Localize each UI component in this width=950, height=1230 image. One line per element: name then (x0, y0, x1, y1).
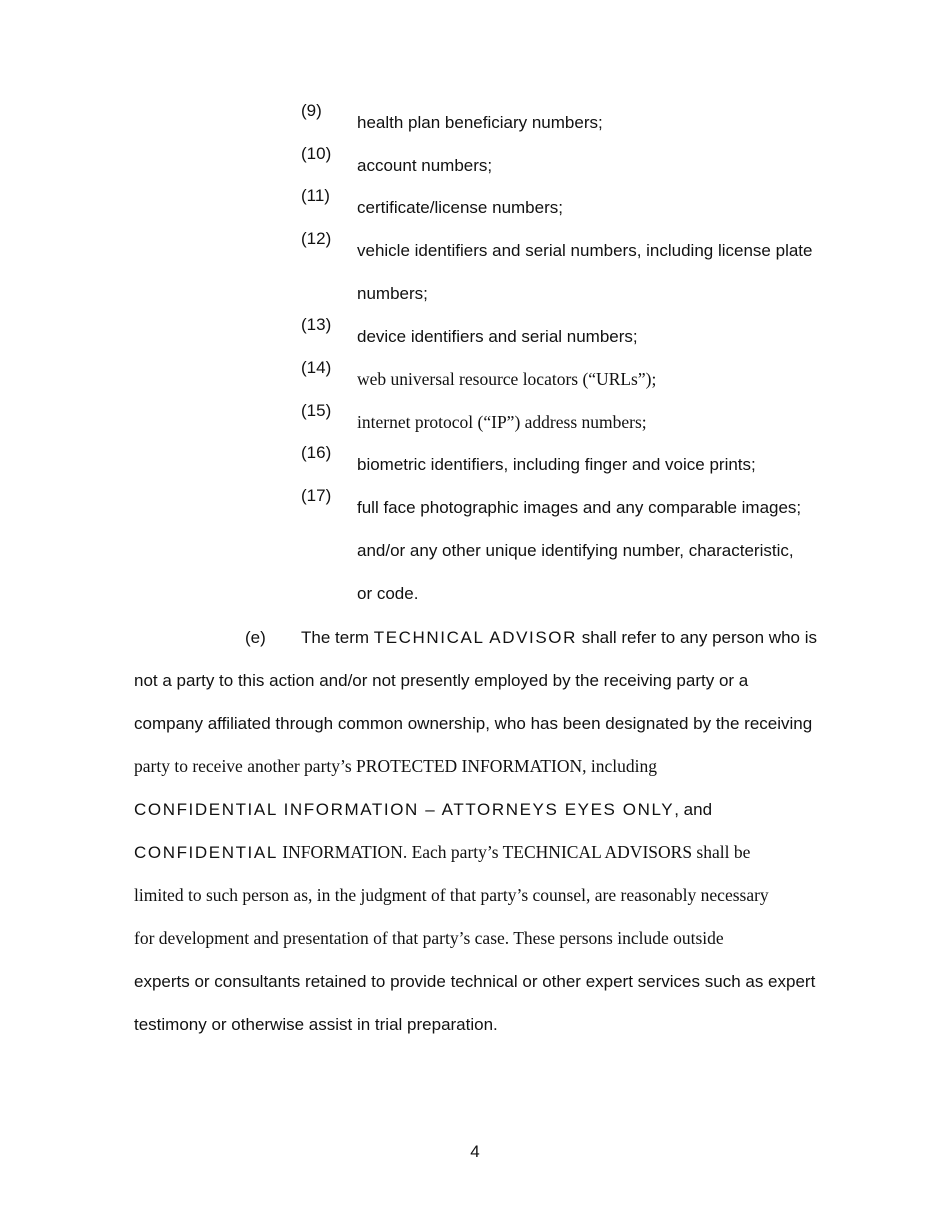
paragraph-line (134, 831, 824, 874)
defined-term: CONFIDENTIAL (134, 843, 278, 862)
paragraph-line: testimony or otherwise assist in trial preparation. (134, 1015, 498, 1034)
text-run: , and (674, 800, 713, 819)
paragraph-label: (e) (245, 628, 266, 647)
paragraph-line: party to receive another party’s PROTECTED INFORMATION, including (134, 756, 657, 776)
item-text: internet protocol (“IP”) address numbers; (357, 412, 647, 432)
item-text-continued: and/or any other unique identifying number, characteristic, (357, 541, 794, 560)
item-text: biometric identifiers, including finger and voice prints; (357, 455, 756, 474)
item-number: (13) (301, 315, 332, 334)
text-run: INFORMATION. Each party’s TECHNICAL ADVISORS shall be (277, 842, 751, 862)
text-run: shall refer to any person who is (576, 628, 817, 647)
item-text: device identifiers and serial numbers; (357, 327, 638, 346)
item-number: (12) (301, 229, 332, 248)
item-number: (17) (301, 486, 332, 505)
paragraph-line: experts or consultants retained to provide technical or other expert services such as expert (134, 972, 816, 991)
item-number: (15) (301, 401, 332, 420)
item-text: certificate/license numbers; (357, 198, 563, 217)
paragraph-line: for development and presentation of that party’s case. These persons include outside (134, 928, 724, 948)
item-text: health plan beneficiary numbers; (357, 113, 603, 132)
item-text: web universal resource locators (“URLs”); (357, 369, 657, 389)
item-text: full face photographic images and any comparable images; (357, 498, 802, 517)
page-number: 4 (470, 1142, 480, 1161)
paragraph-line (134, 788, 824, 831)
item-text: account numbers; (357, 156, 493, 175)
paragraph-line: company affiliated through common ownership, who has been designated by the receiving (134, 714, 813, 733)
item-number: (14) (301, 358, 332, 377)
item-text-continued: numbers; (357, 284, 428, 303)
defined-term: TECHNICAL ADVISOR (373, 628, 577, 647)
text-run: The term (301, 628, 374, 647)
item-number: (9) (301, 101, 322, 120)
paragraph-e (134, 616, 824, 1046)
paragraph-line (134, 616, 824, 659)
paragraph-line: limited to such person as, in the judgment of that party’s counsel, are reasonably necessary (134, 885, 769, 905)
item-text-continued: or code. (357, 584, 419, 603)
item-number: (11) (301, 186, 330, 205)
defined-term: CONFIDENTIAL INFORMATION – ATTORNEYS EYES ONLY (134, 800, 675, 819)
paragraph-line: not a party to this action and/or not presently employed by the receiving party or a (134, 671, 749, 690)
item-text: vehicle identifiers and serial numbers, including license plate (357, 241, 813, 260)
item-number: (16) (301, 443, 332, 462)
item-number: (10) (301, 144, 332, 163)
